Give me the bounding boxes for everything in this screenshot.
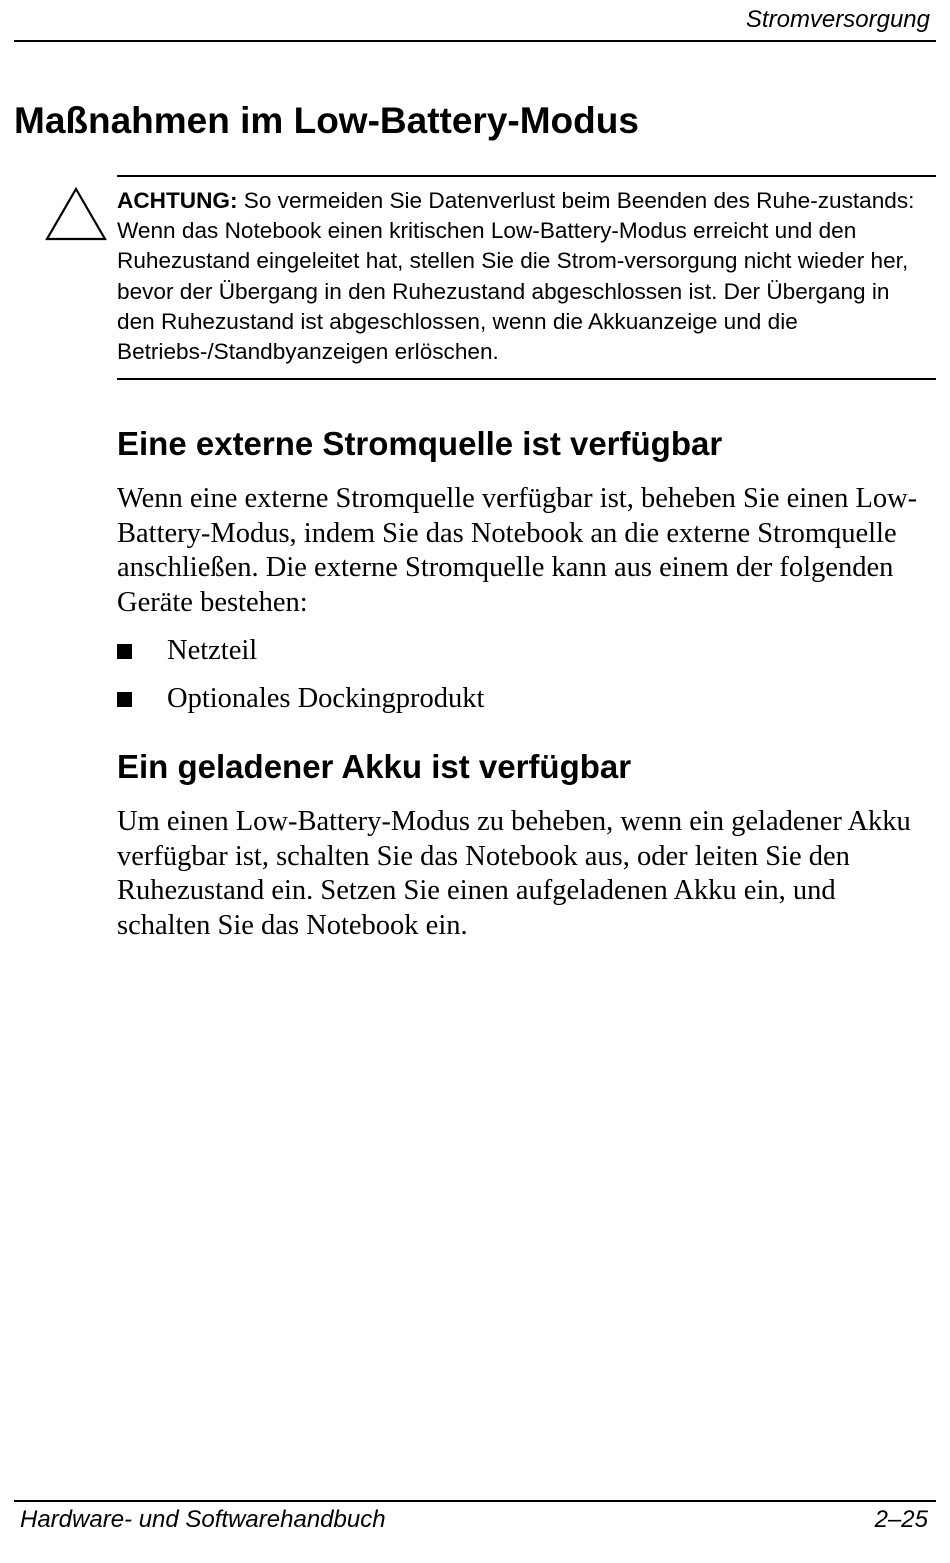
bullet-square-icon xyxy=(117,644,132,659)
power-source-list xyxy=(117,627,484,723)
caution-label: ACHTUNG: xyxy=(117,188,238,213)
page-number: 2–25 xyxy=(874,1506,928,1533)
caution-bottom-divider xyxy=(117,378,936,380)
header-divider xyxy=(14,40,936,42)
list-item-text: Netzteil xyxy=(167,635,258,666)
section-heading-charged-battery: Ein geladener Akku ist verfügbar xyxy=(117,748,632,785)
warning-triangle-icon xyxy=(44,186,108,242)
caution-notice xyxy=(117,186,932,367)
section-paragraph-external-power: Wenn eine externe Stromquelle verfügbar ist, beheben Sie einen Low-Battery-Modus, indem Sie das Notebook an die externe Stromquelle anschließen. Die externe Stromquelle kann aus einem der folgenden Geräte bestehen: xyxy=(117,483,918,618)
section-paragraph-charged-battery: Um einen Low-Battery-Modus zu beheben, wenn ein geladener Akku verfügbar ist, schalten Sie das Notebook aus, oder leiten Sie den Ruhezustand ein. Setzen Sie einen aufgeladenen Akku ein, und schalten Sie das Notebook ein. xyxy=(117,806,911,941)
section-heading-external-power: Eine externe Stromquelle ist verfügbar xyxy=(117,425,723,462)
list-item xyxy=(117,675,484,723)
list-item xyxy=(117,627,484,675)
caution-top-divider xyxy=(117,175,936,177)
running-header: Stromversorgung xyxy=(745,6,930,33)
footer-book-title: Hardware- und Softwarehandbuch xyxy=(20,1506,386,1533)
page-title: Maßnahmen im Low-Battery-Modus xyxy=(14,100,639,141)
bullet-square-icon xyxy=(117,692,132,707)
caution-body: So vermeiden Sie Datenverlust beim Beenden des Ruhe-zustands: Wenn das Notebook einen kritischen Low-Battery-Modus erreicht und den Ruhezustand eingeleitet hat, stellen Sie die Strom-versorgung nicht wieder her, bevor der Übergang in den Ruhezustand abgeschlossen ist. Der Übergang in den Ruhezustand ist abgeschlossen, wenn die Akkuanzeige und die Betriebs-/Standbyanzeigen erlöschen. xyxy=(117,188,915,365)
footer-divider xyxy=(14,1500,936,1502)
list-item-text: Optionales Dockingprodukt xyxy=(167,683,485,714)
